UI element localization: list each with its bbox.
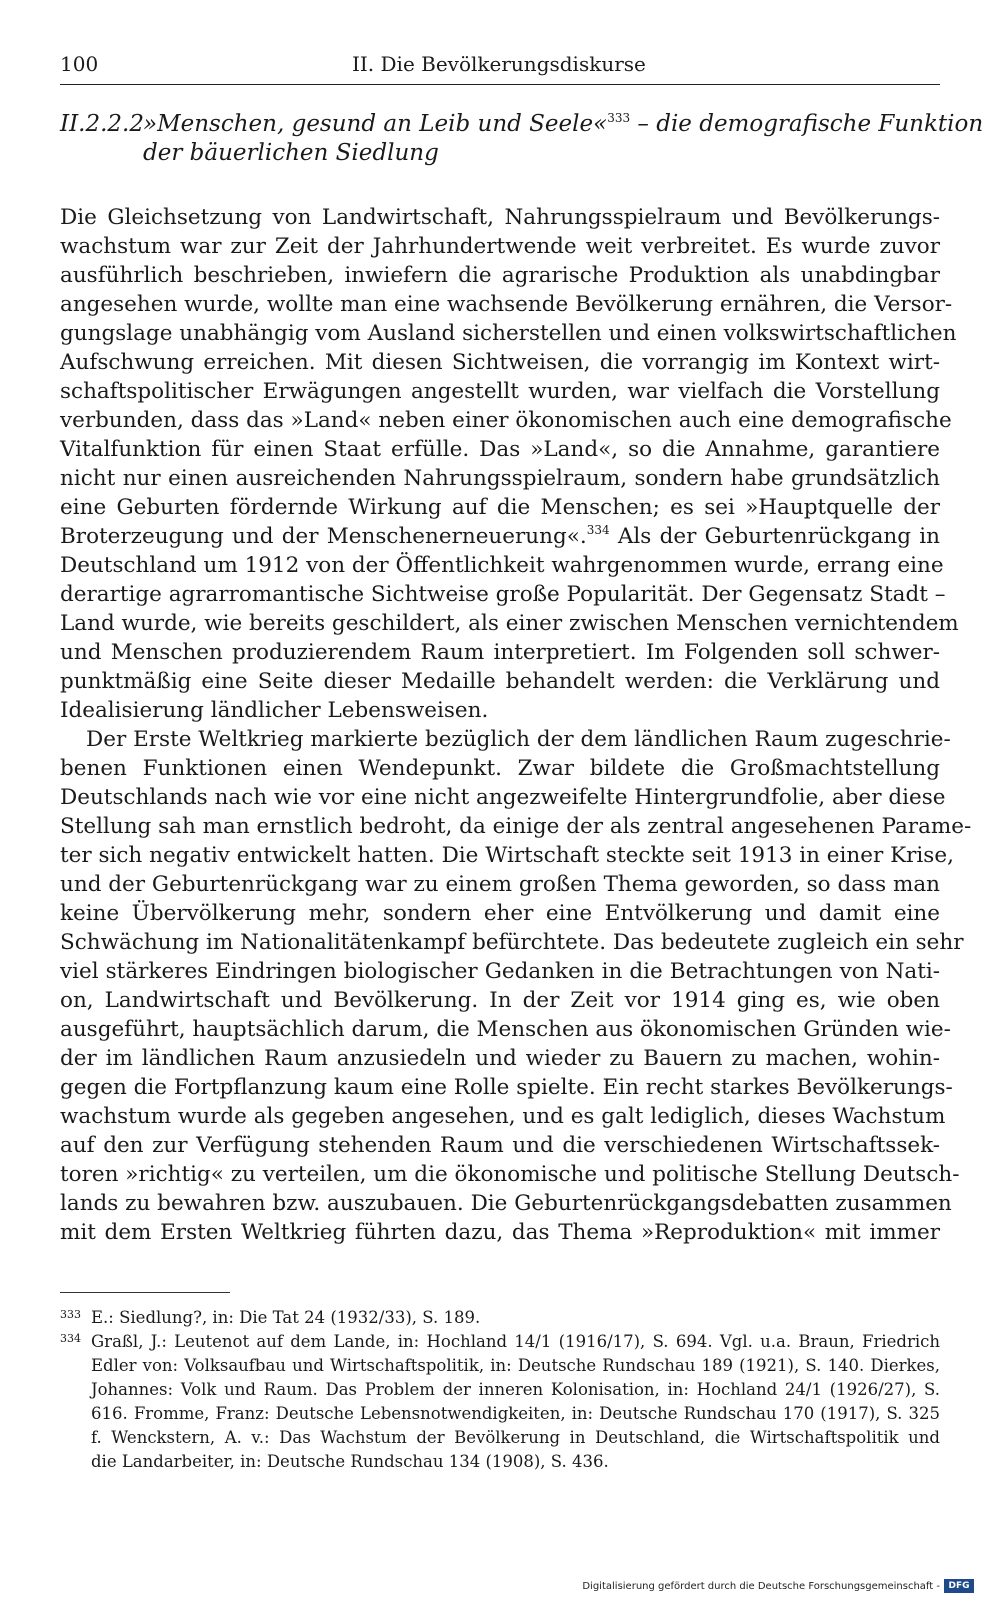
text-line: mit dem Ersten Weltkrieg führten dazu, das Thema »Reproduktion« mit immer	[60, 1220, 940, 1245]
footnote-divider	[60, 1292, 230, 1293]
text-line: Schwächung im Nationalitätenkampf befürchtete. Das bedeutete zugleich ein sehr	[60, 930, 964, 955]
footnote-line: E.: Siedlung?, in: Die Tat 24 (1932/33), S. 189.	[91, 1308, 481, 1327]
paragraph-2	[60, 725, 972, 1247]
body-text	[60, 203, 972, 1247]
section-title-quote: »Menschen, gesund an Leib und Seele«	[143, 111, 608, 137]
text-line: ausgeführt, hauptsächlich darum, die Menschen aus ökonomischen Gründen wie-	[60, 1017, 951, 1042]
text-line: viel stärkeres Eindringen biologischer Gedanken in die Betrachtungen von Nati-	[60, 959, 940, 984]
running-title: II. Die Bevölkerungsdiskurse	[352, 52, 646, 76]
text-line: keine Übervölkerung mehr, sondern eher eine Entvölkerung und damit eine	[60, 901, 940, 926]
footnotes	[60, 1306, 940, 1474]
text-fragment: Broterzeugung und der Menschenerneuerung«.	[60, 524, 587, 549]
text-line: Die Gleichsetzung von Landwirtschaft, Nahrungsspielraum und Bevölkerungs-	[60, 205, 940, 230]
text-line: wachstum wurde als gegeben angesehen, und es galt lediglich, dieses Wachstum	[60, 1104, 946, 1129]
text-line: Der Erste Weltkrieg markierte bezüglich der dem ländlichen Raum zugeschrie-	[86, 727, 951, 752]
text-line: Deutschlands nach wie vor eine nicht angezweifelte Hintergrundfolie, aber diese	[60, 785, 946, 810]
running-head	[60, 50, 940, 85]
footnote-line: Edler von: Volksaufbau und Wirtschaftspolitik, in: Deutsche Rundschau 189 (1921), S. 140. Dierkes,	[91, 1356, 940, 1375]
text-line: gegen die Fortpflanzung kaum eine Rolle spielte. Ein recht starkes Bevölkerungs-	[60, 1075, 953, 1100]
text-line-with-footnote	[60, 522, 940, 551]
text-line: punktmäßig eine Seite dieser Medaille behandelt werden: die Verklärung und	[60, 669, 940, 694]
text-line: benen Funktionen einen Wendepunkt. Zwar bildete die Großmachtstellung	[60, 756, 940, 781]
text-line: Aufschwung erreichen. Mit diesen Sichtweisen, die vorrangig im Kontext wirt-	[60, 350, 940, 375]
text-line: Idealisierung ländlicher Lebensweisen.	[60, 698, 489, 723]
footnote-mark: 334	[60, 1332, 81, 1345]
text-line: ausführlich beschrieben, inwiefern die agrarische Produktion als unabdingbar	[60, 263, 940, 288]
footnote-line: f. Wenckstern, A. v.: Das Wachstum der Bevölkerung in Deutschland, die Wirtschaftspolitik und	[91, 1428, 940, 1447]
footnote-line: die Landarbeiter, in: Deutsche Rundschau 134 (1908), S. 436.	[91, 1452, 609, 1471]
footnote-mark: 333	[60, 1308, 81, 1321]
text-line: verbunden, dass das »Land« neben einer ökonomischen auch eine demografische	[60, 408, 952, 433]
text-line: schaftspolitischer Erwägungen angestellt wurden, war vielfach die Vorstellung	[60, 379, 940, 404]
text-line: auf den zur Verfügung stehenden Raum und die verschiedenen Wirtschaftssek-	[60, 1133, 940, 1158]
footnote-333	[60, 1306, 940, 1330]
text-line: eine Geburten fördernde Wirkung auf die Menschen; es sei »Hauptquelle der	[60, 495, 940, 520]
digitization-credit	[582, 1579, 974, 1593]
text-line: ter sich negativ entwickelt hatten. Die Wirtschaft steckte seit 1913 in einer Krise,	[60, 843, 954, 868]
footnote-ref-334[interactable]: 334	[586, 523, 610, 537]
footnote-line: Graßl, J.: Leutenot auf dem Lande, in: Hochland 14/1 (1916/17), S. 694. Vgl. u.a. Braun, Friedrich	[91, 1332, 940, 1351]
footnote-line: Johannes: Volk und Raum. Das Problem der inneren Kolonisation, in: Hochland 24/1 (1926/27), S.	[91, 1380, 940, 1399]
footnote-334	[60, 1330, 940, 1474]
page-number: 100	[60, 52, 99, 76]
text-line: derartige agrarromantische Sichtweise große Popularität. Der Gegensatz Stadt –	[60, 582, 946, 607]
text-fragment: Als der Geburtenrückgang in	[609, 524, 940, 549]
paragraph-1	[60, 203, 959, 725]
section-heading-line-2: der bäuerlichen Siedlung	[143, 140, 439, 166]
footnote-ref-333[interactable]: 333	[607, 111, 631, 125]
section-title-rest: – die demografische Funktion	[630, 111, 984, 137]
text-line: der im ländlichen Raum anzusiedeln und wieder zu Bauern zu machen, wohin-	[60, 1046, 940, 1071]
text-line: Land wurde, wie bereits geschildert, als einer zwischen Menschen vernichtendem	[60, 611, 959, 636]
text-line: toren »richtig« zu verteilen, um die ökonomische und politische Stellung Deutsch-	[60, 1162, 960, 1187]
text-line: Deutschland um 1912 von der Öffentlichkeit wahrgenommen wurde, errang eine	[60, 553, 944, 578]
text-line: und der Geburtenrückgang war zu einem großen Thema geworden, so dass man	[60, 872, 940, 897]
text-line: angesehen wurde, wollte man eine wachsende Bevölkerung ernähren, die Versor-	[60, 292, 953, 317]
section-heading	[60, 110, 984, 168]
section-number: II.2.2.2	[60, 111, 145, 137]
footnote-line: 616. Fromme, Franz: Deutsche Lebensnotwendigkeiten, in: Deutsche Rundschau 170 (1917), S. 325	[91, 1404, 940, 1423]
text-line: on, Landwirtschaft und Bevölkerung. In der Zeit vor 1914 ging es, wie oben	[60, 988, 940, 1013]
text-line: nicht nur einen ausreichenden Nahrungsspielraum, sondern habe grundsätzlich	[60, 466, 940, 491]
dfg-logo-icon: DFG	[944, 1579, 974, 1593]
text-line: und Menschen produzierendem Raum interpretiert. Im Folgenden soll schwer-	[60, 640, 940, 665]
credit-text: Digitalisierung gefördert durch die Deutsche Forschungsgemeinschaft -	[582, 1580, 940, 1592]
text-line: Vitalfunktion für einen Staat erfülle. Das »Land«, so die Annahme, garantiere	[60, 437, 940, 462]
text-line: wachstum war zur Zeit der Jahrhundertwende weit verbreitet. Es wurde zuvor	[60, 234, 940, 259]
section-heading-line-1	[60, 110, 984, 139]
text-line: gungslage unabhängig vom Ausland sicherstellen und einen volkswirtschaftlichen	[60, 321, 957, 346]
text-line: lands zu bewahren bzw. auszubauen. Die Geburtenrückgangsdebatten zusammen	[60, 1191, 952, 1216]
text-line: Stellung sah man ernstlich bedroht, da einige der als zentral angesehenen Parame-	[60, 814, 972, 839]
